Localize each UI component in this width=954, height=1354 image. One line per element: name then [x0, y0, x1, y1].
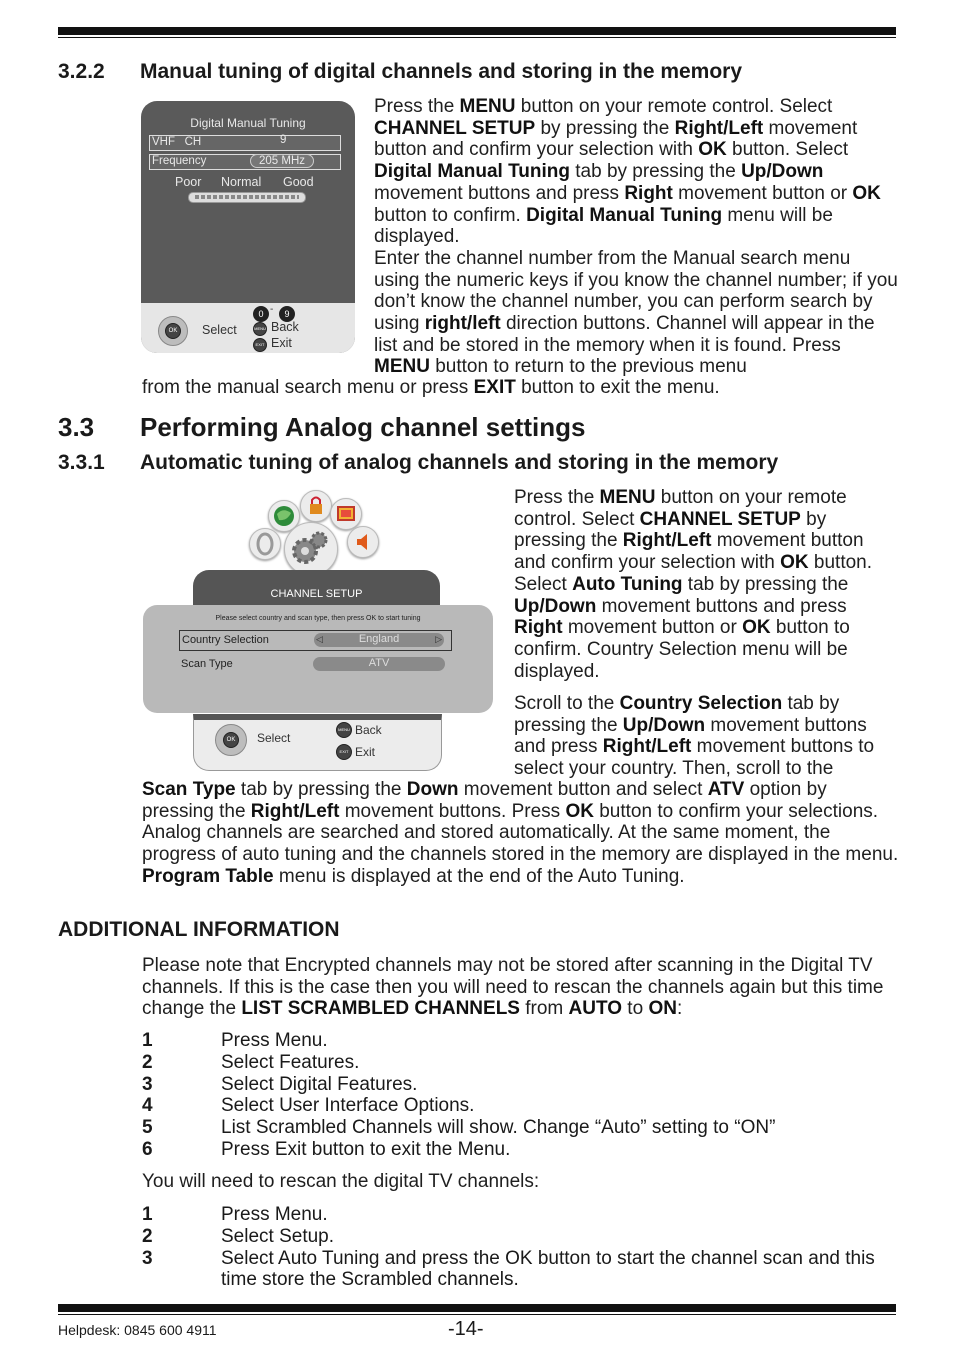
- vhf-value: 9: [280, 134, 287, 146]
- list-item: [142, 1139, 881, 1161]
- number-key-9-icon[interactable]: 9: [279, 306, 295, 322]
- screen-title: Digital Manual Tuning: [190, 116, 306, 130]
- section-number: 3.2.2: [58, 60, 105, 83]
- channel-setup-header: [193, 570, 440, 608]
- step-number: 2: [142, 1051, 153, 1073]
- step-number: 5: [142, 1117, 153, 1139]
- number-key-0-icon[interactable]: 0: [253, 306, 269, 322]
- step-number: 2: [142, 1225, 153, 1247]
- step-text: List Scrambled Channels will show. Change “Auto” setting to “ON”: [221, 1117, 776, 1139]
- top-rule: [58, 27, 896, 35]
- steps-list-1: [142, 1030, 881, 1161]
- exit-button-icon[interactable]: EXIT: [253, 338, 267, 352]
- step-number: 1: [142, 1030, 153, 1051]
- exit-button-icon[interactable]: EXIT: [336, 744, 352, 760]
- intro-on: ON: [648, 998, 677, 1020]
- bottom-rule: [58, 1304, 896, 1312]
- list-item: [142, 1248, 881, 1292]
- section-331-body-3: Scan Type tab by pressing the Down movement button and select ATV option by pressing the Right/Left movement buttons. Press OK button to confirm your selections. Analog channels are searched and stored automatically. At the same moment, the progress of auto tuning and the channels stored in the memory are displayed in the menu. Program Table menu is displayed at the end of the Auto Tuning.: [142, 779, 899, 887]
- section-322-body-tail: from the manual search menu or press EXIT button to exit the menu.: [142, 377, 720, 398]
- lock-icon[interactable]: [300, 490, 332, 522]
- section-number: 3.3: [58, 412, 95, 442]
- vhf-channel-field[interactable]: [149, 135, 341, 151]
- ok-button-icon[interactable]: OK: [223, 732, 239, 748]
- section-title: Performing Analog channel settings: [140, 412, 586, 442]
- intro-auto: AUTO: [568, 998, 623, 1020]
- intro-text: Please note that Encrypted channels may not be stored after scanning in the Digital TV channels. If this is the case then you will need to rescan the channels again but this time change the: [142, 955, 884, 1020]
- section-title: Automatic tuning of analog channels and storing in the memory: [140, 451, 779, 474]
- step-text: Select Auto Tuning and press the OK button to start the channel scan and this time store the Scrambled channels.: [221, 1247, 875, 1291]
- intro-to: to: [622, 998, 649, 1020]
- step-text: Select Setup.: [221, 1225, 335, 1247]
- step-text: Press Exit button to exit the Menu.: [221, 1138, 511, 1160]
- page-number: -14-: [448, 1318, 484, 1340]
- chevron-right-icon[interactable]: ▷: [435, 634, 442, 644]
- scan-type-label: Scan Type: [181, 658, 233, 670]
- step-number: 6: [142, 1138, 153, 1160]
- header-title: CHANNEL SETUP: [270, 588, 363, 600]
- section-title: Manual tuning of digital channels and storing in the memory: [140, 60, 743, 83]
- signal-quality-bar: [188, 192, 306, 203]
- additional-info-heading: ADDITIONAL INFORMATION: [58, 918, 340, 941]
- intro-setting-name: LIST SCRAMBLED CHANNELS: [241, 998, 520, 1020]
- select-label: Select: [257, 731, 291, 745]
- section-322-body: Press the MENU button on your remote control. Select CHANNEL SETUP by pressing the Right/Left movement button and confirm your selection with OK button. Select Digital Manual Tuning tab by pressing the Up/Down movement buttons and press Right movement button or OK button to confirm. Digital Manual Tuning menu will be displayed. Enter the channel number from the Manual search menu using the numeric keys if you know the channel number; if you don’t know the channel number, you can perform search by using right/left direction buttons. Channel will appear in the list and be stored in the memory when it is found. Press MENU button to return to the previous menu: [374, 96, 898, 378]
- clock-icon[interactable]: [249, 528, 281, 560]
- step-text: Select User Interface Options.: [221, 1095, 475, 1117]
- step-number: 1: [142, 1204, 153, 1225]
- scan-type-selector[interactable]: [313, 657, 445, 671]
- steps-list-2: [142, 1204, 881, 1291]
- list-item: [142, 1095, 881, 1117]
- back-label: Back: [271, 320, 299, 334]
- section-number: 3.3.1: [58, 451, 105, 474]
- step-text: Select Digital Features.: [221, 1073, 418, 1095]
- step-text: Press Menu.: [221, 1030, 328, 1051]
- channel-setup-footer: [193, 714, 442, 771]
- quality-poor: Poor: [175, 175, 202, 189]
- settings-gear-icon[interactable]: [284, 522, 338, 576]
- screen-footer: [141, 303, 355, 353]
- country-label: Country Selection: [182, 634, 269, 646]
- frequency-field[interactable]: [149, 154, 341, 170]
- scan-type-row[interactable]: [179, 655, 450, 674]
- instruction-text: Please select country and scan type, then press OK to start tuning: [215, 615, 421, 622]
- list-item: [142, 1030, 881, 1052]
- channel-setup-screen: [143, 490, 493, 765]
- scan-type-value: ATV: [368, 657, 390, 669]
- menu-button-icon[interactable]: MENU: [253, 322, 267, 336]
- intro-colon: :: [676, 998, 683, 1020]
- country-selection-row[interactable]: [179, 630, 452, 651]
- frequency-label: Frequency: [152, 155, 207, 167]
- step-text: Press Menu.: [221, 1204, 328, 1225]
- digital-manual-tuning-screen: [141, 101, 355, 353]
- additional-info-intro: [142, 955, 892, 1020]
- frequency-value: 205 MHz: [250, 154, 314, 168]
- ok-button-icon[interactable]: OK: [165, 323, 181, 339]
- country-selector[interactable]: [314, 633, 444, 647]
- list-item: [142, 1117, 881, 1139]
- vhf-label: VHF CH: [152, 136, 202, 148]
- list-item: [142, 1226, 881, 1248]
- country-selection-panel: [143, 605, 493, 713]
- country-value: England: [358, 633, 400, 645]
- step-number: 4: [142, 1095, 153, 1117]
- step-text: Select Features.: [221, 1051, 360, 1073]
- section-331-body-1: Press the MENU button on your remote control. Select CHANNEL SETUP by pressing the Right/Left movement button and confirm your selection with OK button. Select Auto Tuning tab by pressing the Up/Down movement buttons and press Right movement button or OK button to confirm. Country Selection menu will be displayed.: [514, 487, 873, 682]
- exit-label: Exit: [271, 336, 292, 350]
- section-331-body-2: Scroll to the Country Selection tab by pressing the Up/Down movement buttons and press Right/Left movement buttons to select your country. Then, scroll to the: [514, 693, 875, 780]
- step-number: 3: [142, 1247, 153, 1269]
- nav-pad-icon[interactable]: [215, 724, 247, 756]
- chevron-left-icon[interactable]: ◁: [316, 634, 323, 644]
- select-label: Select: [202, 323, 237, 337]
- speaker-icon[interactable]: [347, 526, 379, 558]
- quality-normal: Normal: [221, 175, 262, 189]
- quality-good: Good: [283, 175, 314, 189]
- helpdesk-text: Helpdesk: 0845 600 4911: [58, 1322, 217, 1338]
- nav-pad-icon[interactable]: [158, 316, 188, 346]
- list-item: [142, 1204, 881, 1226]
- number-key-separator: -: [270, 304, 274, 315]
- back-label: Back: [355, 723, 382, 737]
- list-item: [142, 1074, 881, 1096]
- list-item: [142, 1052, 881, 1074]
- rescan-text: You will need to rescan the digital TV channels:: [142, 1171, 540, 1192]
- exit-label: Exit: [355, 745, 376, 759]
- step-number: 3: [142, 1073, 153, 1095]
- intro-from: from: [519, 998, 569, 1020]
- menu-button-icon[interactable]: MENU: [336, 722, 352, 738]
